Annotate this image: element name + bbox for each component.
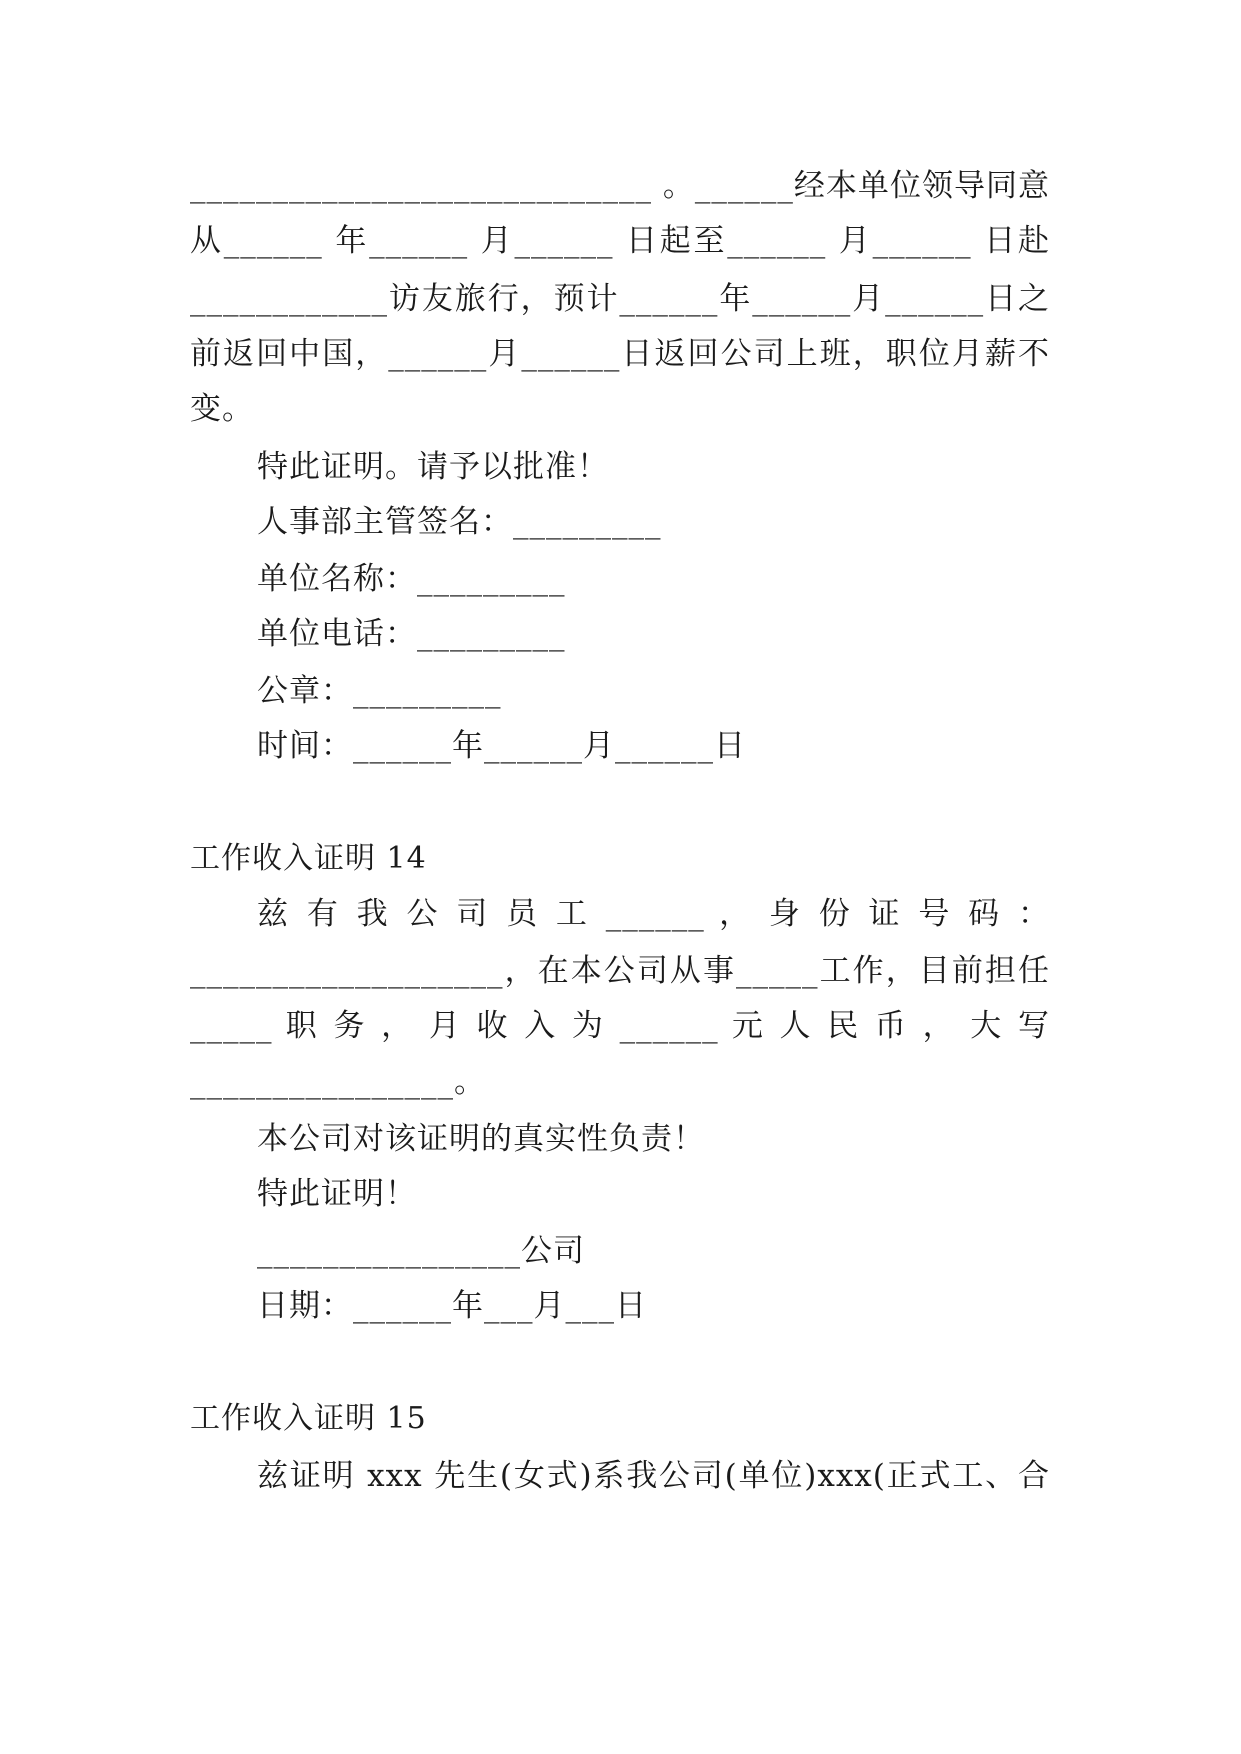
- section-heading: 工作收入证明 14: [190, 841, 427, 876]
- body-text-line: ________________。: [190, 1064, 486, 1100]
- company-name-field: ________________公司: [257, 1233, 585, 1269]
- body-text-line: 兹证明 xxx 先生(女式)系我公司(单位)xxx(正式工、合: [257, 1458, 1050, 1494]
- date-field: 日期：______年___月___日: [257, 1288, 647, 1324]
- body-text-line: ___________________，在本公司从事_____工作，目前担任: [190, 953, 1050, 989]
- body-text-line: ____________访友旅行，预计______年______月______日之: [190, 281, 1050, 317]
- body-text-line: 前返回中国，______月______日返回公司上班，职位月薪不: [190, 336, 1050, 372]
- hr-supervisor-signature-field: 人事部主管签名：_________: [257, 504, 662, 540]
- body-text-line: 从______ 年______ 月______ 日起至______ 月______ 日赴: [190, 223, 1050, 259]
- company-name-field: 单位名称：_________: [257, 561, 566, 597]
- certification-statement: 特此证明。请予以批准！: [257, 449, 609, 485]
- date-field: 时间：______年______月______日: [257, 728, 746, 764]
- section-heading: 工作收入证明 15: [190, 1401, 427, 1436]
- company-phone-field: 单位电话：_________: [257, 616, 566, 652]
- body-text-line: ____________________________ 。______经本单位领导同意: [190, 168, 1050, 204]
- body-text-line: _____ 职 务 ， 月 收 入 为 ______ 元 人 民 币 ， 大 写: [190, 1008, 1050, 1044]
- body-text-line: 兹 有 我 公 司 员 工 ______ ， 身 份 证 号 码 ：: [257, 896, 1050, 932]
- body-text-line: 变。: [190, 391, 254, 427]
- responsibility-statement: 本公司对该证明的真实性负责！: [257, 1121, 705, 1157]
- certification-statement: 特此证明！: [257, 1176, 417, 1212]
- official-seal-field: 公章：_________: [257, 673, 502, 709]
